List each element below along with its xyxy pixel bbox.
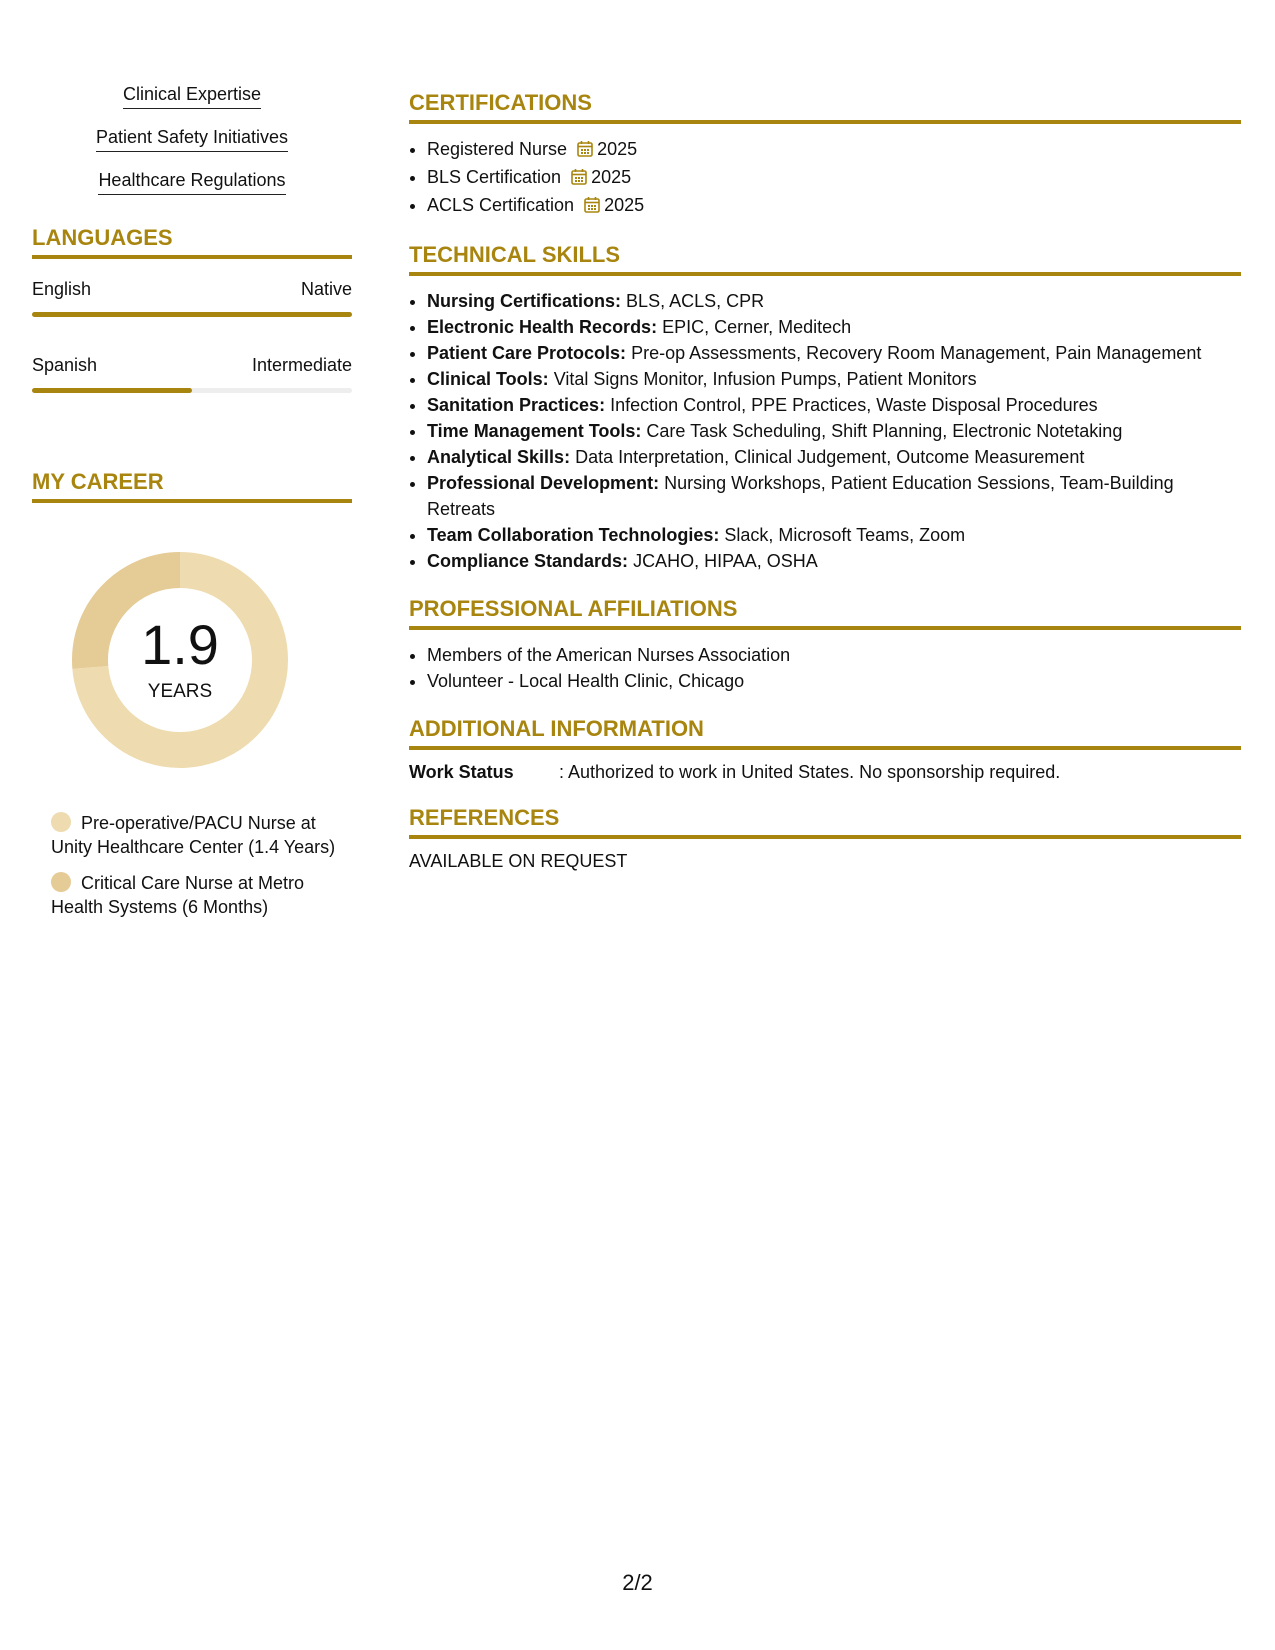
career-total-unit: YEARS — [147, 681, 213, 702]
calendar-icon — [577, 138, 593, 164]
skill-item: • Nursing Certifications: BLS, ACLS, CPR — [427, 288, 1241, 314]
language-item — [32, 355, 352, 393]
language-bar-fill — [32, 388, 192, 393]
skill-item: • Analytical Skills: Data Interpretation, Clinical Judgement, Outcome Measurement — [427, 444, 1241, 470]
language-item — [32, 279, 352, 317]
calendar-icon — [571, 166, 587, 192]
affiliations-list — [409, 642, 1241, 694]
skill-item: • Clinical Tools: Vital Signs Monitor, Infusion Pumps, Patient Monitors — [427, 366, 1241, 392]
work-status-row — [409, 762, 1241, 783]
strength-item: Healthcare Regulations — [32, 170, 352, 195]
language-bar — [32, 388, 352, 393]
career-donut — [65, 545, 295, 775]
language-bar — [32, 312, 352, 317]
career-title: MY CAREER — [32, 469, 352, 503]
calendar-icon — [584, 194, 600, 220]
career-total-value: 1.9 — [141, 613, 219, 676]
languages-title: LANGUAGES — [32, 225, 352, 259]
left-column — [32, 84, 352, 931]
strength-item: Patient Safety Initiatives — [32, 127, 352, 152]
skill-item: • Electronic Health Records: EPIC, Cerner, Meditech — [427, 314, 1241, 340]
career-legend — [51, 811, 341, 919]
career-legend-item: Pre-operative/PACU Nurse at Unity Healthcare Center (1.4 Years) — [51, 813, 336, 857]
career-legend-item: Critical Care Nurse at Metro Health Systems (6 Months) — [51, 873, 305, 917]
affiliation-item: • Members of the American Nurses Association — [427, 642, 1241, 668]
certification-item: • BLS Certification 2025 — [427, 164, 1241, 192]
language-name: Spanish — [32, 355, 98, 375]
page-number: 2/2 — [622, 1570, 653, 1595]
skill-item: • Team Collaboration Technologies: Slack, Microsoft Teams, Zoom — [427, 522, 1241, 548]
skill-item: • Sanitation Practices: Infection Control, PPE Practices, Waste Disposal Procedures — [427, 392, 1241, 418]
right-column — [409, 90, 1241, 872]
work-status-label: Work Status — [409, 762, 514, 782]
skill-item: • Patient Care Protocols: Pre-op Assessments, Recovery Room Management, Pain Management — [427, 340, 1241, 366]
language-name: English — [32, 279, 92, 299]
skill-item: • Compliance Standards: JCAHO, HIPAA, OSHA — [427, 548, 1241, 574]
certification-item: • Registered Nurse 2025 — [427, 136, 1241, 164]
references-text: AVAILABLE ON REQUEST — [409, 851, 628, 871]
skill-item: • Time Management Tools: Care Task Scheduling, Shift Planning, Electronic Notetaking — [427, 418, 1241, 444]
skill-item: • Professional Development: Nursing Workshops, Patient Education Sessions, Team-Building Retreats — [427, 470, 1241, 522]
technical-skills-list — [409, 288, 1241, 574]
affiliation-item: • Volunteer - Local Health Clinic, Chicago — [427, 668, 1241, 694]
language-level: Intermediate — [251, 355, 352, 375]
affiliations-title: PROFESSIONAL AFFILIATIONS — [409, 596, 1241, 630]
language-bar-fill — [32, 312, 352, 317]
legend-dot — [51, 812, 71, 832]
technical-skills-title: TECHNICAL SKILLS — [409, 242, 1241, 276]
certifications-title: CERTIFICATIONS — [409, 90, 1241, 124]
certifications-list — [409, 136, 1241, 220]
references-title: REFERENCES — [409, 805, 1241, 839]
language-level: Native — [300, 279, 352, 299]
legend-dot — [51, 872, 71, 892]
additional-info-title: ADDITIONAL INFORMATION — [409, 716, 1241, 750]
work-status-value: : Authorized to work in United States. No sponsorship required. — [559, 762, 1061, 782]
certification-item: • ACLS Certification 2025 — [427, 192, 1241, 220]
strength-item: Clinical Expertise — [32, 84, 352, 109]
